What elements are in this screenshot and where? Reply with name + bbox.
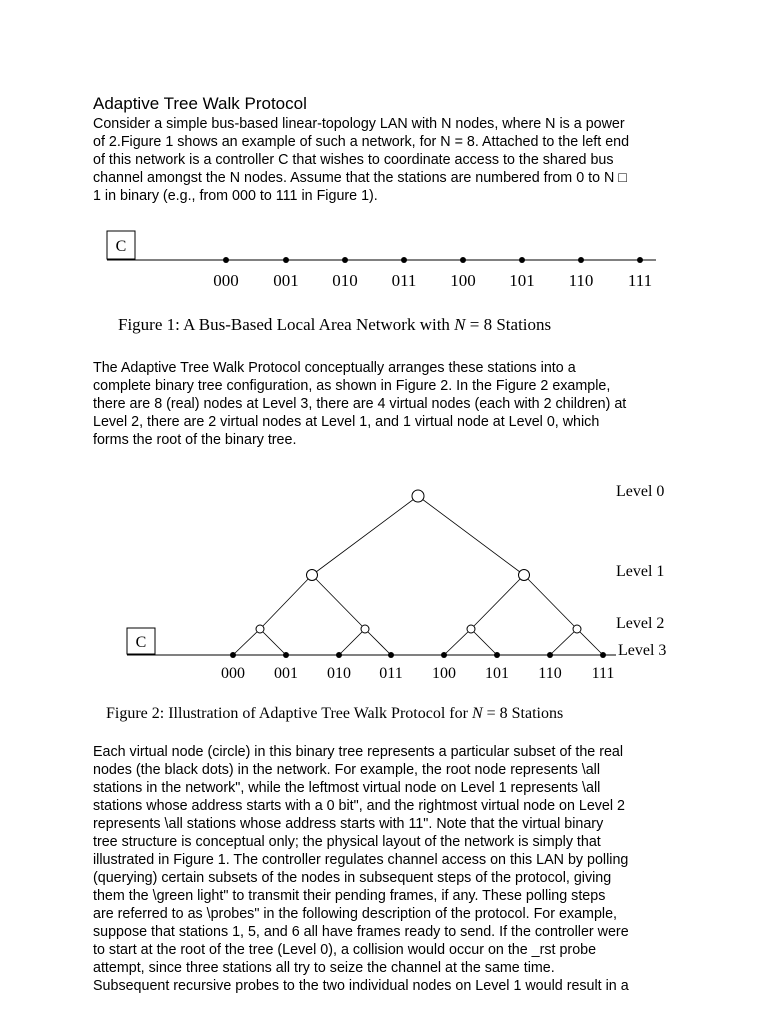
station-label: 111 [627, 271, 653, 290]
virtual-node-level-2 [573, 625, 581, 633]
text-line: suppose that stations 1, 5, and 6 all have frames ready to send. If the controller were [93, 924, 629, 940]
tree-edge [339, 629, 365, 655]
controller-label: C [135, 634, 147, 651]
level-1-label: Level 1 [616, 563, 665, 580]
tree-edge [260, 629, 286, 655]
virtual-node-level-2 [467, 625, 475, 633]
station-dot [283, 652, 289, 658]
station-dot [441, 652, 447, 658]
station-label: 001 [273, 271, 299, 290]
text-line: Level 2, there are 2 virtual nodes at Level 1, and 1 virtual node at Level 0, which [93, 414, 600, 430]
level-0-label: Level 0 [616, 483, 665, 500]
figure-1-caption: Figure 1: A Bus-Based Local Area Network with N = 8 Stations [118, 315, 552, 334]
station-label: 111 [591, 665, 615, 682]
station-label: 010 [327, 665, 351, 682]
station-dot [547, 652, 553, 658]
station-dot [336, 652, 342, 658]
tree-edge [312, 575, 365, 629]
station-label: 110 [538, 665, 562, 682]
level-2-label: Level 2 [616, 615, 665, 632]
text-line: to start at the root of the tree (Level 0), a collision would occur on the _rst probe [93, 942, 597, 958]
tree-edge [577, 629, 603, 655]
station-dot [388, 652, 394, 658]
tree-edge [418, 496, 524, 575]
text-line: The Adaptive Tree Walk Protocol conceptually arranges these stations into a [93, 360, 576, 376]
text-line: there are 8 (real) nodes at Level 3, there are 4 virtual nodes (each with 2 children) at [93, 396, 627, 412]
text-line: Each virtual node (circle) in this binary tree represents a particular subset of the real [93, 744, 624, 760]
tree-edge [233, 629, 260, 655]
station-label: 000 [213, 271, 239, 290]
tree-edge [260, 575, 312, 629]
text-line: (querying) certain subsets of the nodes in subsequent steps of the protocol, giving [93, 870, 612, 886]
station-label: 001 [274, 665, 298, 682]
station-dot [600, 652, 606, 658]
text-line: attempt, since three stations all try to seize the channel at the same time. [93, 960, 555, 976]
station-label: 101 [509, 271, 535, 290]
text-line: complete binary tree configuration, as shown in Figure 2. In the Figure 2 example, [93, 378, 611, 394]
figure-2-caption: Figure 2: Illustration of Adaptive Tree Walk Protocol for N = 8 Stations [106, 705, 564, 722]
text-line: Subsequent recursive probes to the two individual nodes on Level 1 would result in a [93, 978, 629, 994]
station-label: 101 [485, 665, 509, 682]
text-line: of 2.Figure 1 shows an example of such a network, for N = 8. Attached to the left end [93, 134, 630, 150]
text-line: illustrated in Figure 1. The controller regulates channel access on this LAN by polling [93, 852, 629, 868]
text-line: 1 in binary (e.g., from 000 to 111 in Figure 1). [93, 188, 378, 204]
virtual-node-level-2 [361, 625, 369, 633]
text-line: of this network is a controller C that wishes to coordinate access to the shared bus [93, 152, 614, 168]
virtual-node-root [412, 490, 424, 502]
text-line: are referred to as \probes" in the following description of the protocol. For example, [93, 906, 618, 922]
tree-edge [312, 496, 418, 575]
station-dot [230, 652, 236, 658]
tree-edge [365, 629, 391, 655]
virtual-node-level-1 [519, 570, 530, 581]
paragraph-description [93, 743, 683, 995]
station-label: 000 [221, 665, 245, 682]
station-label: 100 [450, 271, 476, 290]
text-line: tree structure is conceptual only; the physical layout of the network is simply that [93, 834, 601, 850]
station-label: 110 [568, 271, 594, 290]
text-line: represents \all stations whose address starts with 11". Note that the virtual binary [93, 816, 604, 832]
text-line: stations in the network", while the leftmost virtual node on Level 1 represents \all [93, 780, 601, 796]
tree-edge [524, 575, 577, 629]
virtual-node-level-2 [256, 625, 264, 633]
tree-edge [444, 629, 471, 655]
tree-edge [550, 629, 577, 655]
station-label: 011 [391, 271, 417, 290]
text-line: them the \green light" to transmit their pending frames, if any. These polling steps [93, 888, 606, 904]
tree-edge [471, 629, 497, 655]
text-line: Consider a simple bus-based linear-topology LAN with N nodes, where N is a power [93, 116, 625, 132]
text-line: forms the root of the binary tree. [93, 432, 297, 448]
tree-edge [471, 575, 524, 629]
text-line: channel amongst the N nodes. Assume that the stations are numbered from 0 to N □ [93, 170, 627, 186]
text-line: stations whose address starts with a 0 bit", and the rightmost virtual node on Level 2 [93, 798, 625, 814]
station-dot [494, 652, 500, 658]
station-label: 100 [432, 665, 456, 682]
station-label: 010 [332, 271, 358, 290]
level-3-label: Level 3 [618, 642, 667, 659]
text-line: nodes (the black dots) in the network. For example, the root node represents \all [93, 762, 601, 778]
station-label: 011 [379, 665, 403, 682]
virtual-node-level-1 [307, 570, 318, 581]
controller-label: C [115, 238, 127, 255]
page-title: Adaptive Tree Walk Protocol [93, 94, 307, 113]
